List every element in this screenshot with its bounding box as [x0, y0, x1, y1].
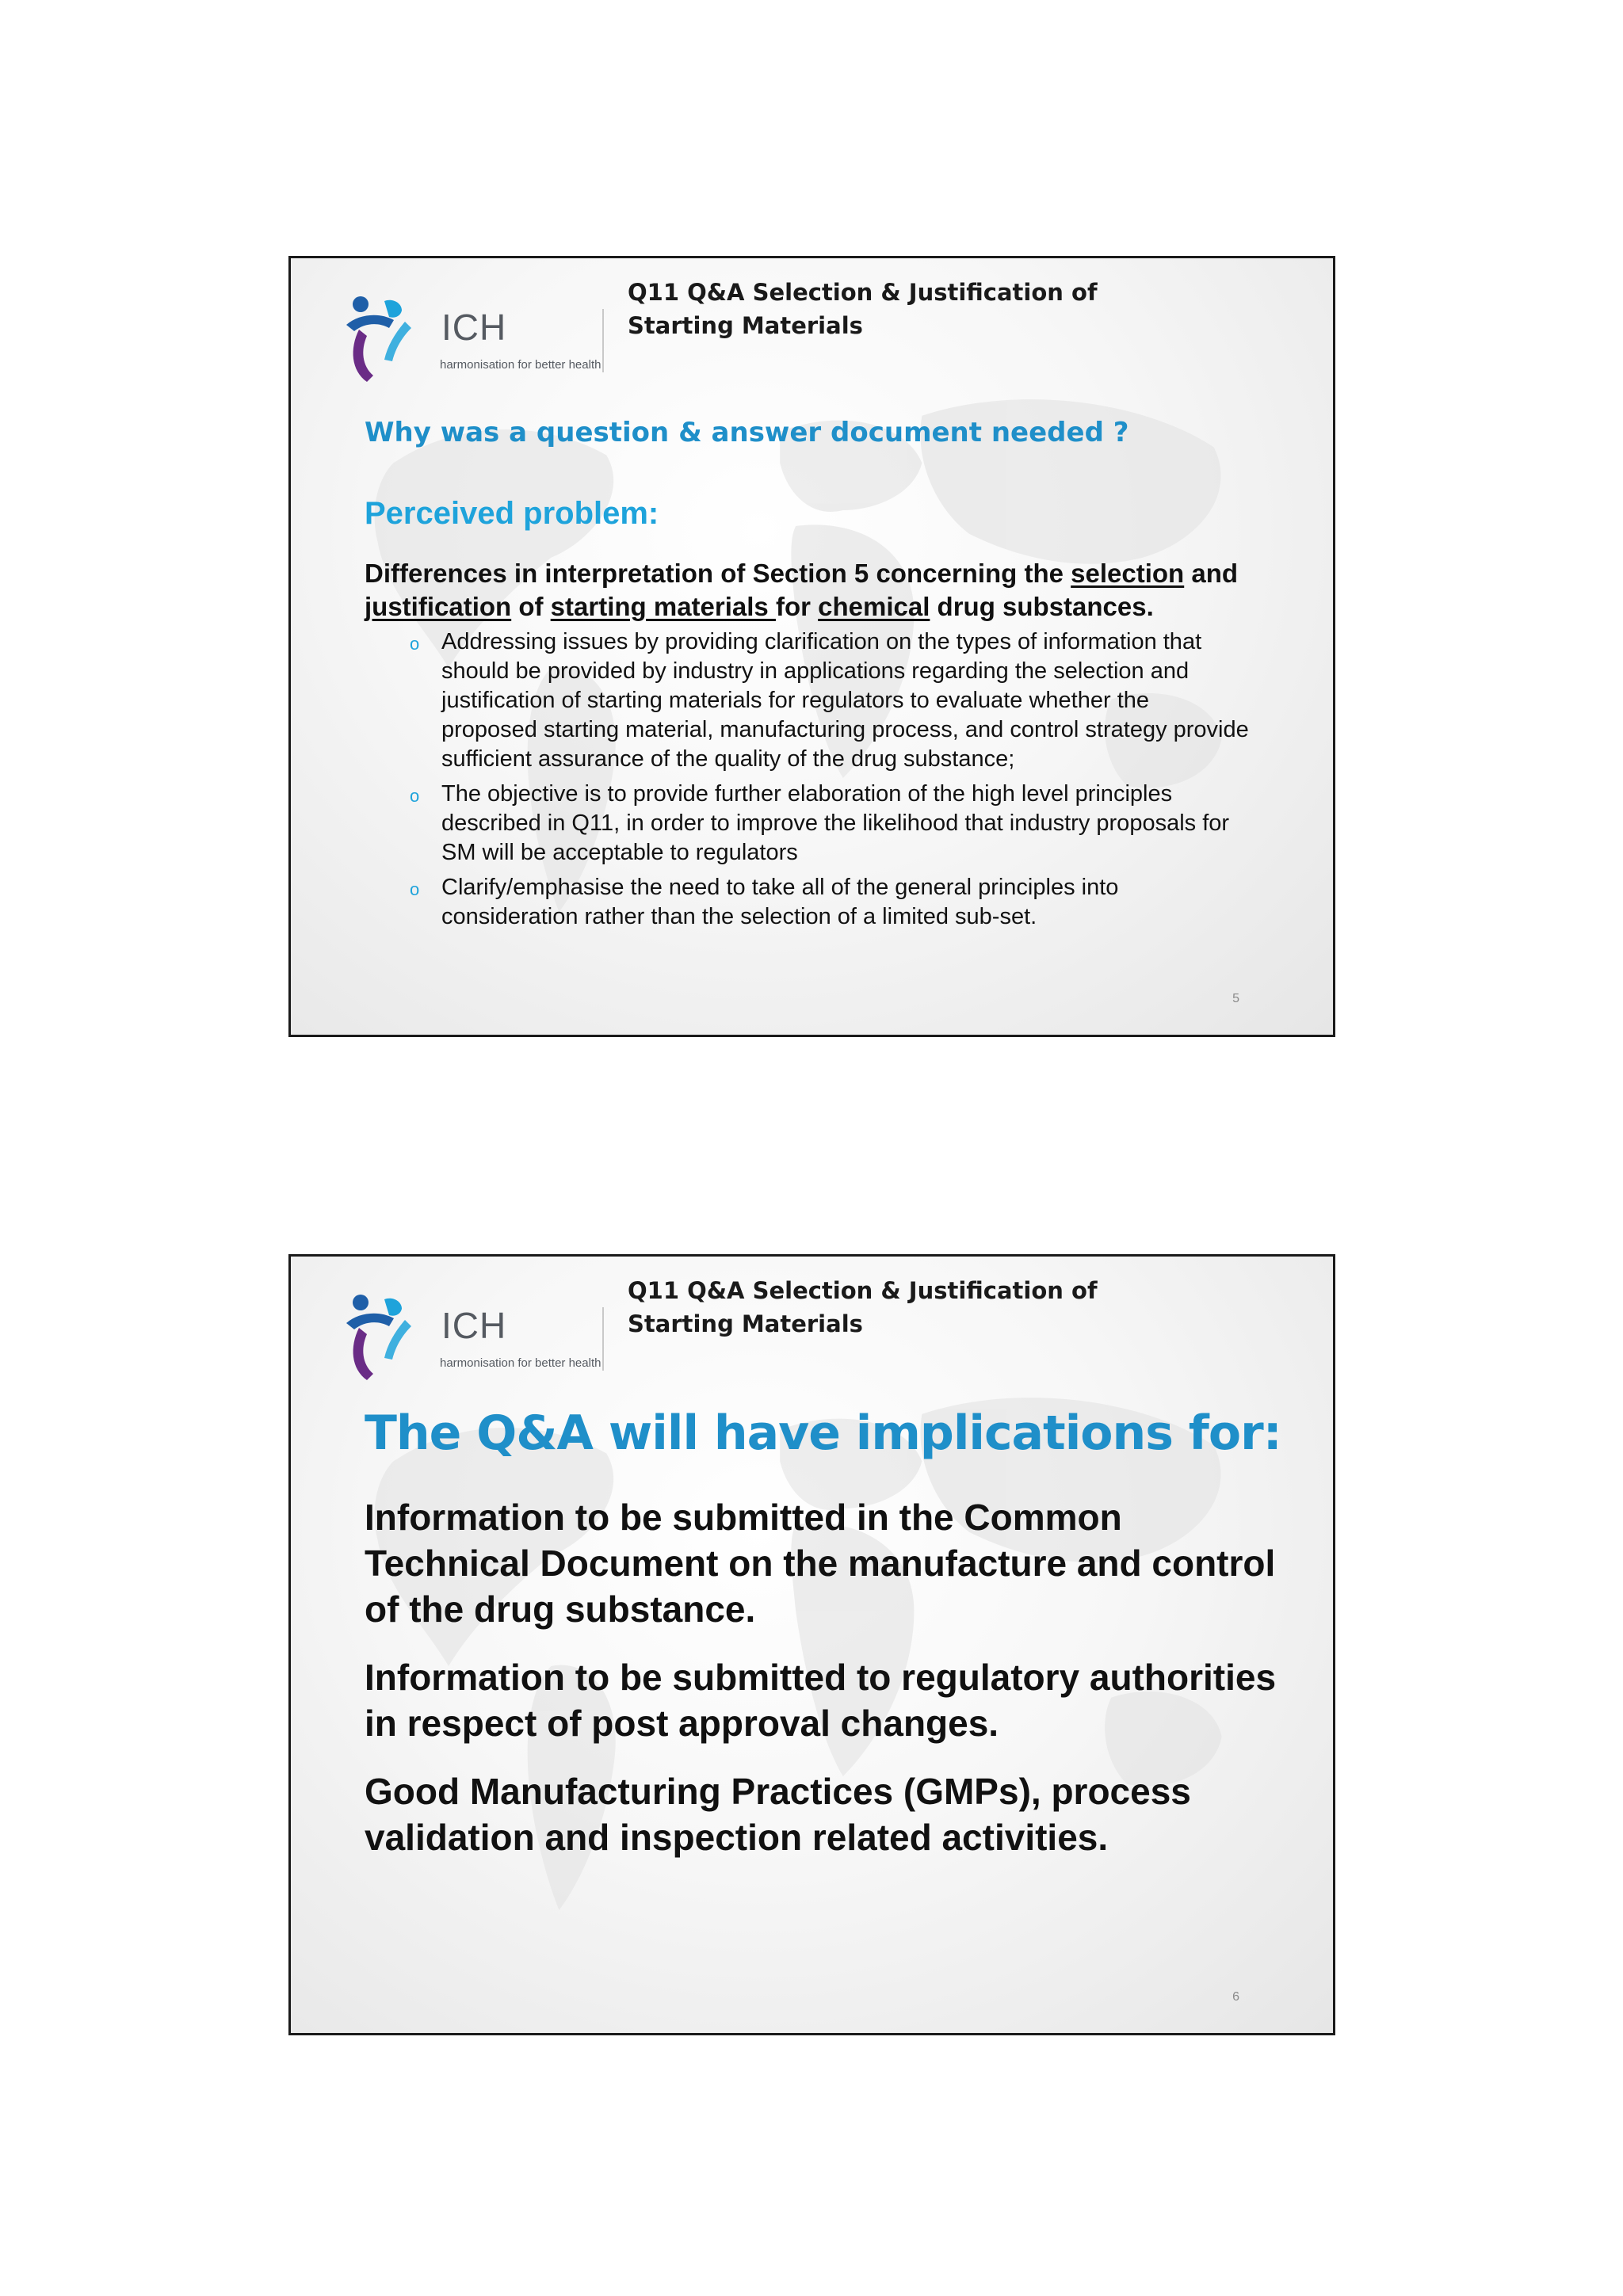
implications-list	[365, 1494, 1284, 1882]
bullet-icon: o	[410, 634, 420, 654]
slide-header-title	[628, 276, 1182, 342]
slide-header-title	[628, 1274, 1182, 1341]
lead-text: and	[1184, 559, 1239, 588]
page-number: 6	[1232, 1990, 1239, 2004]
ich-logo	[332, 293, 601, 387]
lead-paragraph	[365, 557, 1268, 624]
implications-heading: The Q&A will have implications for:	[365, 1405, 1281, 1461]
logo-text: ICH	[441, 307, 507, 348]
header-title-line2: Starting Materials	[628, 312, 863, 339]
lead-text: Differences in interpretation of Section 5 concerning the	[365, 559, 1071, 588]
ich-figure-icon	[332, 1291, 443, 1385]
bullet-icon: o	[410, 786, 420, 806]
lead-underlined-text: justification	[365, 592, 512, 621]
bullet-text: The objective is to provide further elaboration of the high level principles described in Q11, in order to improve the likelihood that industry proposals for SM will be acceptable to regulators	[441, 781, 1230, 865]
list-item	[410, 780, 1250, 868]
bullet-text: Addressing issues by providing clarification on the types of information that should be provided by industry in applications regarding the selection and justification of starting materials for regulators to evaluate whether the proposed starting material, manufacturing process, and control strategy provide sufficient assurance of the quality of the drug substance;	[441, 629, 1249, 772]
lead-underlined-text: starting materials	[550, 592, 776, 621]
lead-underlined-text: selection	[1071, 559, 1185, 588]
lead-text: of	[511, 592, 551, 621]
page-number: 5	[1232, 992, 1239, 1005]
header-title-line1: Q11 Q&A Selection & Justification of	[628, 279, 1098, 306]
header-title-line1: Q11 Q&A Selection & Justification of	[628, 1277, 1098, 1304]
list-item	[410, 627, 1250, 774]
bullet-text: Clarify/emphasise the need to take all of the general principles into consideration rather than the selection of a limited sub-set.	[441, 875, 1119, 929]
list-item: Good Manufacturing Practices (GMPs), process validation and inspection related activities.	[365, 1771, 1191, 1858]
ich-logo	[332, 1291, 601, 1385]
logo-text: ICH	[441, 1305, 507, 1346]
header-divider	[602, 1307, 604, 1371]
list-item: Information to be submitted in the Common Technical Document on the manufacture and control of the drug substance.	[365, 1497, 1276, 1630]
header-divider	[602, 309, 604, 372]
ich-figure-icon	[332, 293, 443, 387]
slide-5	[288, 256, 1335, 1037]
lead-text: drug substances.	[930, 592, 1154, 621]
logo-tagline: harmonisation for better health	[440, 358, 601, 372]
list-item	[410, 873, 1250, 932]
list-item: Information to be submitted to regulatory authorities in respect of post approval changes.	[365, 1657, 1277, 1744]
lead-text: for	[775, 592, 819, 621]
lead-underlined-text: chemical	[818, 592, 930, 621]
question-heading: Why was a question & answer document needed ?	[365, 417, 1129, 448]
slide-6	[288, 1254, 1335, 2035]
bullet-icon: o	[410, 879, 420, 899]
logo-tagline: harmonisation for better health	[440, 1356, 601, 1370]
perceived-problem-heading: Perceived problem:	[365, 496, 659, 531]
header-title-line2: Starting Materials	[628, 1310, 863, 1337]
bullet-list	[410, 627, 1250, 937]
